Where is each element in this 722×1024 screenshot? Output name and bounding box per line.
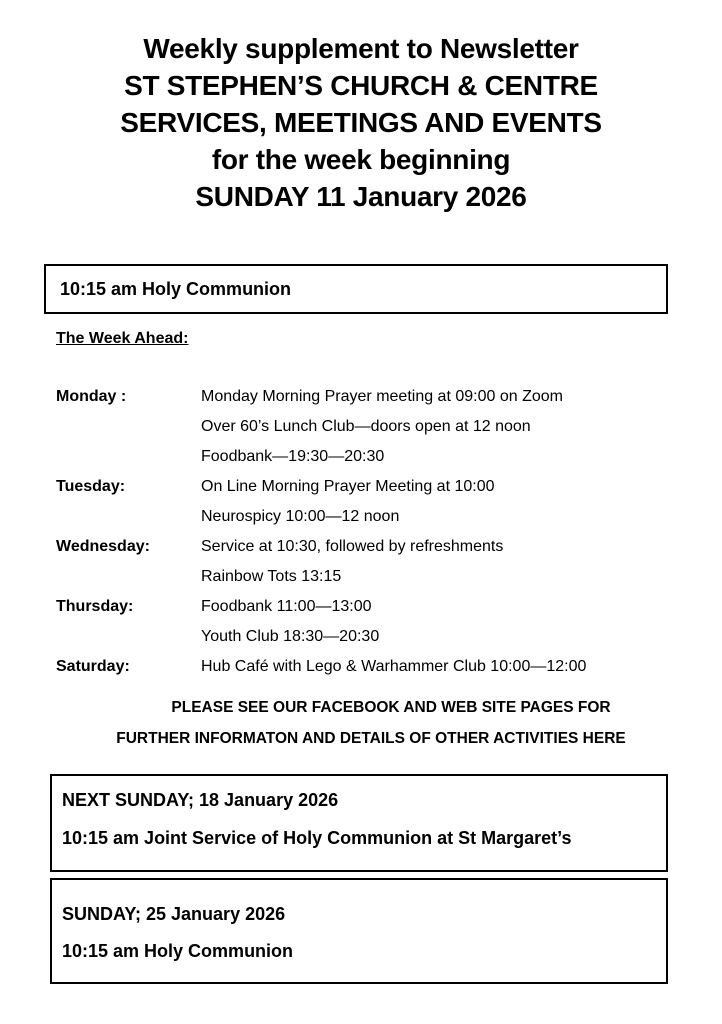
- week-ahead-heading: The Week Ahead:: [56, 330, 189, 347]
- notice-line-1: PLEASE SEE OUR FACEBOOK AND WEB SITE PAGES FOR: [171, 699, 611, 716]
- schedule-row: [56, 658, 696, 688]
- notice-line-2: FURTHER INFORMATON AND DETAILS OF OTHER ACTIVITIES HERE: [116, 730, 626, 747]
- header-title: Weekly supplement to Newsletter: [143, 33, 579, 64]
- next-sunday-service: 10:15 am Joint Service of Holy Communion at St Margaret’s: [62, 828, 572, 848]
- schedule-day: Tuesday:: [56, 478, 126, 495]
- this-sunday-box: [44, 264, 668, 314]
- schedule-day: Monday :: [56, 388, 127, 405]
- later-sunday-date: SUNDAY; 25 January 2026: [62, 904, 286, 924]
- schedule-day: Wednesday:: [56, 538, 150, 555]
- schedule-row: [56, 598, 696, 628]
- schedule-event: On Line Morning Prayer Meeting at 10:00: [201, 478, 495, 495]
- schedule-row: [56, 418, 696, 448]
- schedule-row: [56, 628, 696, 658]
- header-week-label: for the week beginning: [211, 144, 511, 175]
- schedule-event: Foodbank 11:00—13:00: [201, 598, 372, 615]
- schedule-event: Rainbow Tots 13:15: [201, 568, 342, 585]
- next-sunday-date: NEXT SUNDAY; 18 January 2026: [62, 790, 339, 810]
- header-subtitle: SERVICES, MEETINGS AND EVENTS: [120, 107, 602, 138]
- schedule-event: Foodbank—19:30—20:30: [201, 448, 385, 465]
- schedule-event: Hub Café with Lego & Warhammer Club 10:00—12:00: [201, 658, 587, 675]
- schedule-event: Monday Morning Prayer meeting at 09:00 on Zoom: [201, 388, 563, 405]
- next-sunday-box: [50, 774, 668, 872]
- schedule-event: Neurospicy 10:00—12 noon: [201, 508, 400, 525]
- schedule-day: Thursday:: [56, 598, 134, 615]
- this-sunday-service: 10:15 am Holy Communion: [60, 279, 292, 299]
- header-week-date: SUNDAY 11 January 2026: [195, 181, 527, 212]
- schedule-event: Over 60’s Lunch Club—doors open at 12 noon: [201, 418, 531, 435]
- schedule-row: [56, 508, 696, 538]
- schedule-event: Service at 10:30, followed by refreshments: [201, 538, 504, 555]
- later-sunday-service: 10:15 am Holy Communion: [62, 941, 294, 961]
- schedule-row: [56, 568, 696, 598]
- schedule-day: Saturday:: [56, 658, 130, 675]
- schedule-event: Youth Club 18:30—20:30: [201, 628, 380, 645]
- newsletter-header: [0, 30, 722, 215]
- header-church-name: ST STEPHEN’S CHURCH & CENTRE: [124, 70, 598, 101]
- later-sunday-box: [50, 878, 668, 984]
- schedule-row: [56, 538, 696, 568]
- schedule-row: [56, 478, 696, 508]
- schedule-row: [56, 448, 696, 478]
- week-schedule: [56, 388, 696, 688]
- schedule-row: [56, 388, 696, 418]
